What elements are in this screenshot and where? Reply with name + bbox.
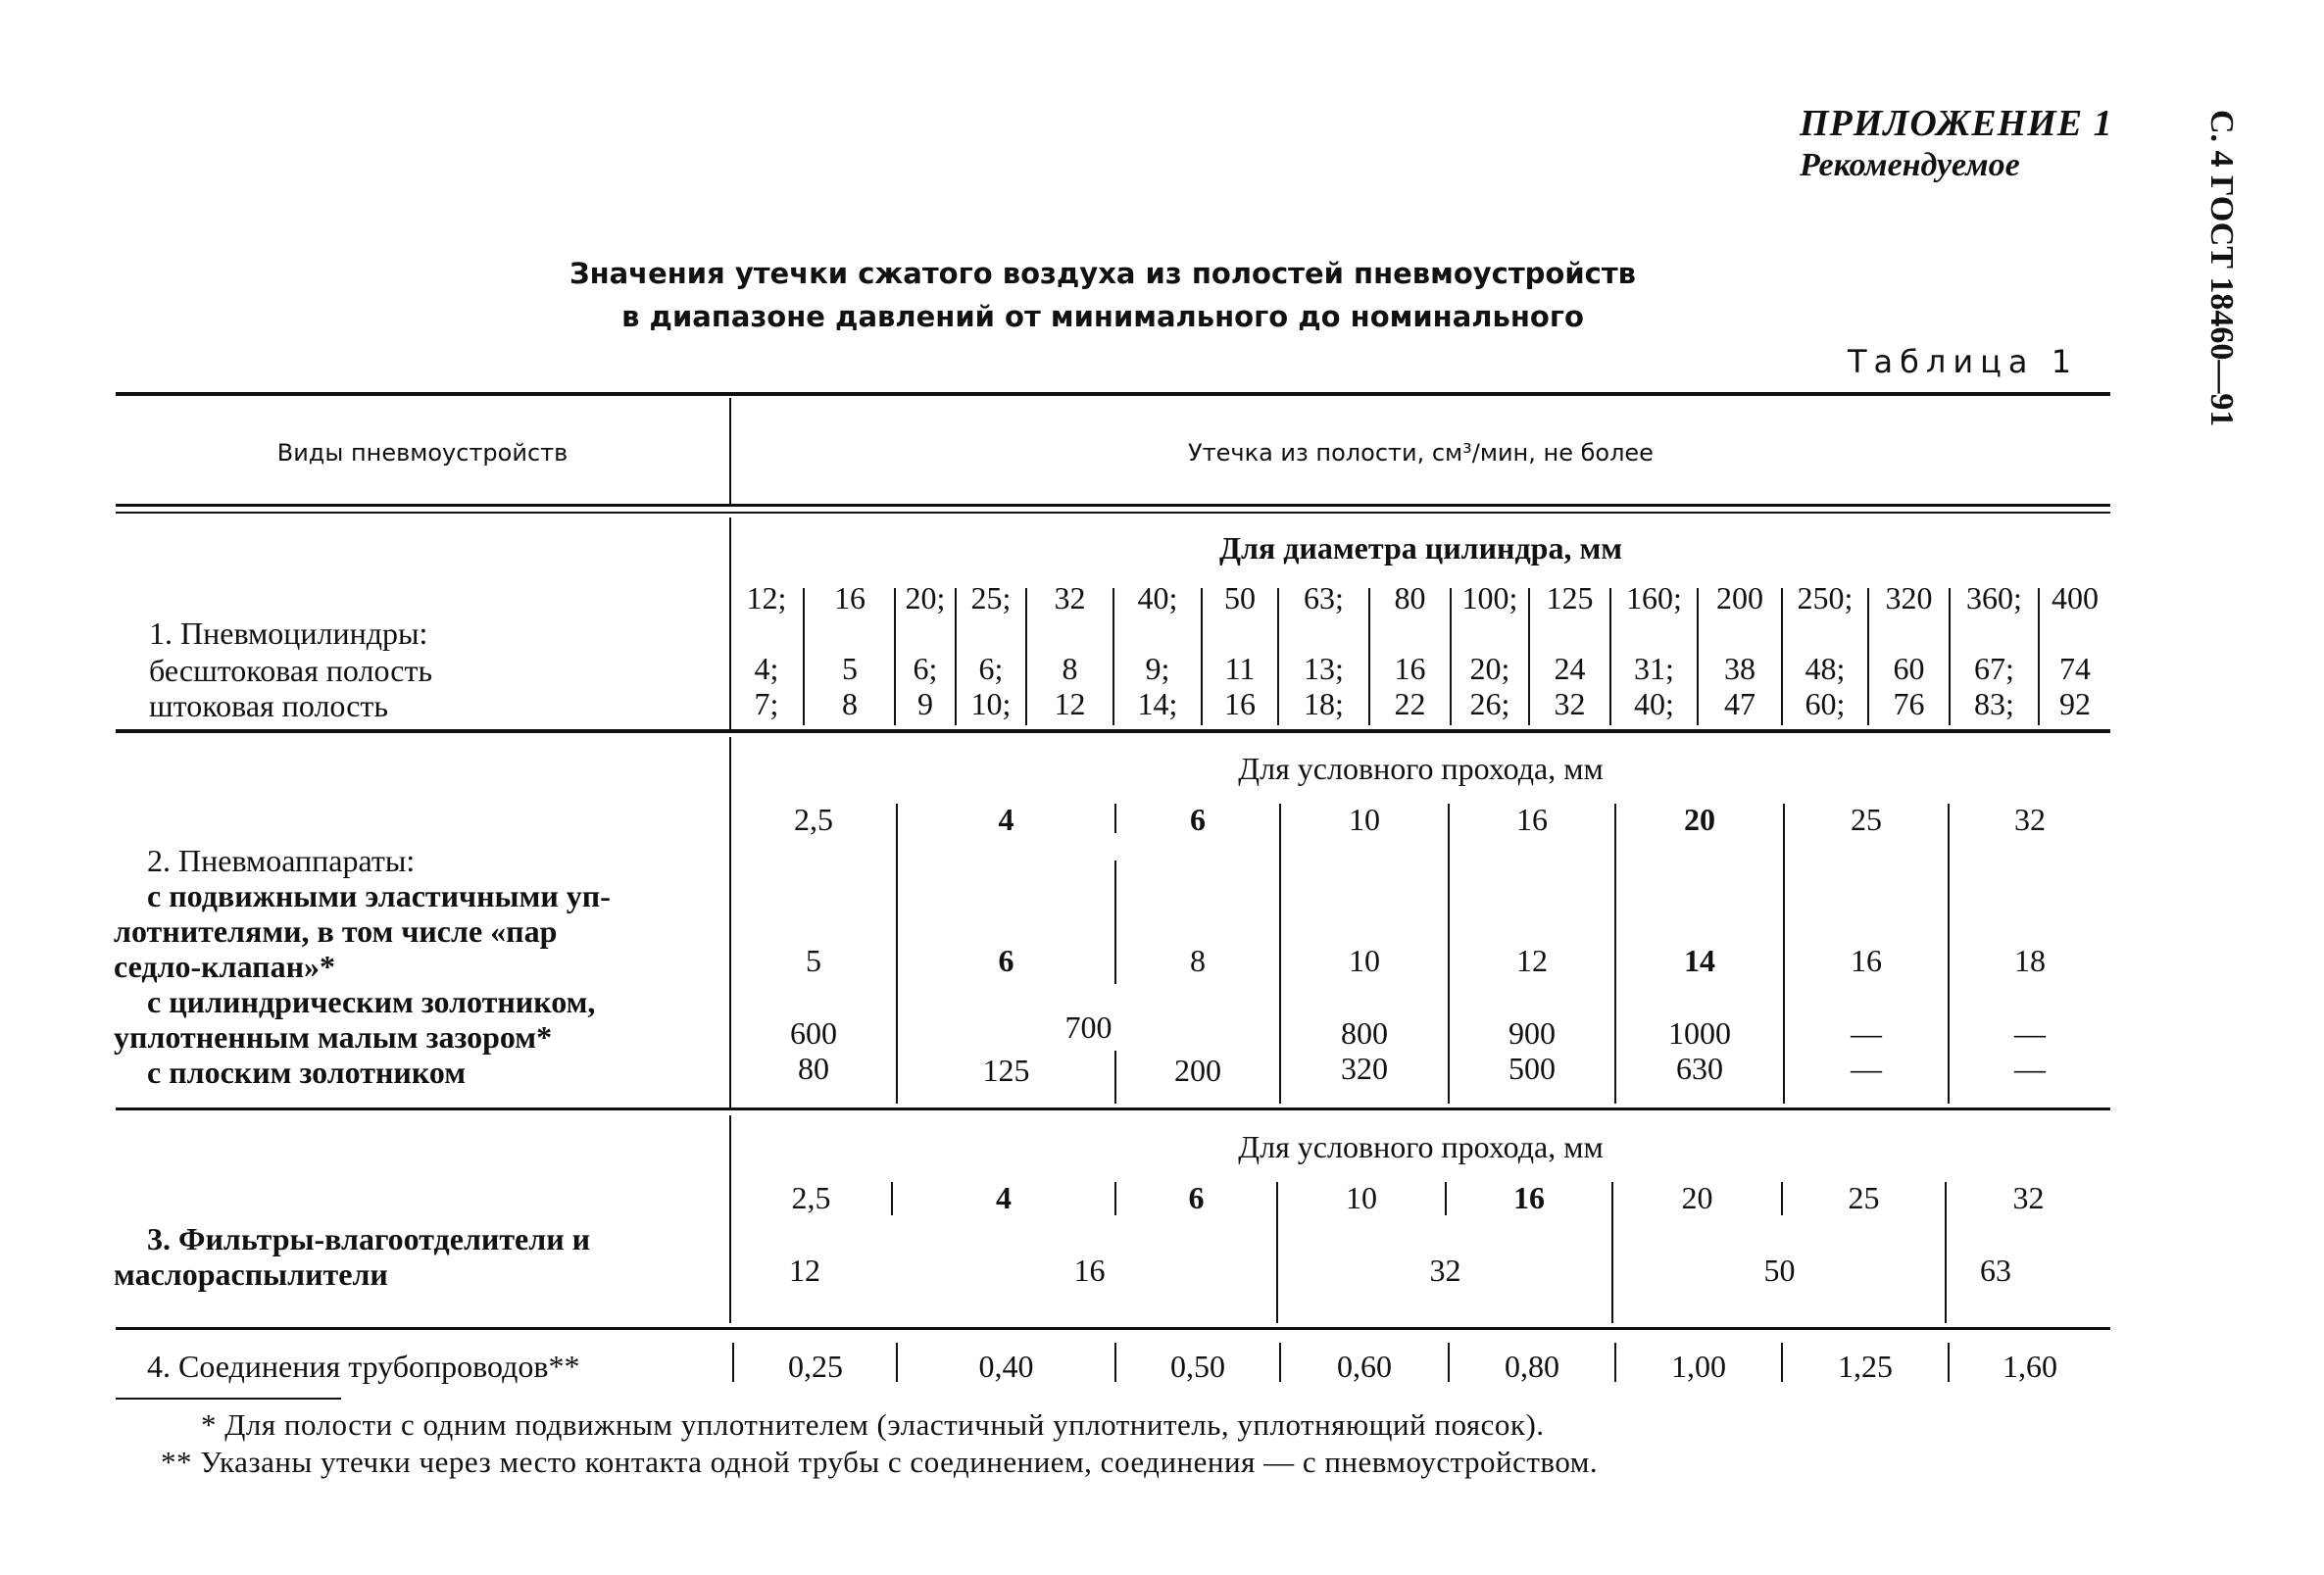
s1-label-rod: штоковая полость: [149, 688, 388, 723]
s1-subheader: Для диаметра цилиндра, мм: [1218, 530, 1623, 566]
s2-cylindrical-value: 800: [1341, 1015, 1388, 1051]
s3-label-line1: 3. Фильтры-влагоотделители и: [147, 1221, 591, 1256]
s1-rod-value: 14;: [1137, 686, 1178, 721]
s2-flat-value: 80: [798, 1051, 829, 1086]
s1-diameter: 400: [2052, 580, 2099, 615]
s1-diameter: 320: [1885, 580, 1933, 615]
table-title-line2: в диапазоне давлений от минимального до номинального: [621, 300, 1584, 333]
s2-elastic-value: 8: [1190, 943, 1206, 978]
s1-rod-value: 22: [1394, 686, 1426, 721]
s1-rodless-value: 5: [842, 651, 858, 686]
s1-rodless-value: 67;: [1974, 651, 2014, 686]
appendix-title: ПРИЛОЖЕНИЕ 1: [1800, 103, 2113, 144]
s1-diameter: 40;: [1137, 580, 1178, 615]
s1-diameter: 125: [1546, 580, 1594, 615]
s2-elastic-value: 18: [2014, 943, 2046, 978]
s1-diameter: 25;: [970, 580, 1012, 615]
s1-rod-value: 47: [1724, 686, 1755, 721]
s1-diameter: 360;: [1966, 580, 2022, 615]
s4-value: 1,00: [1671, 1349, 1726, 1384]
s2-cylindrical-value: 700: [1064, 1009, 1113, 1045]
s1-rod-value: 32: [1554, 686, 1586, 721]
s3-passage: 4: [996, 1180, 1012, 1215]
s3-value: 16: [1073, 1253, 1106, 1288]
side-code: С. 4 ГОСТ 18460—91: [2203, 110, 2240, 427]
s2-passage: 6: [1190, 802, 1206, 837]
s1-rod-value: 8: [842, 686, 858, 721]
s1-rodless-value: 20;: [1469, 651, 1510, 686]
appendix-status: Рекомендуемое: [1800, 147, 2020, 183]
footnote-1: * Для полости с одним подвижным уплотнителем (эластичный уплотнитель, уплотняющий поясок).: [201, 1407, 1545, 1442]
s3-value: 12: [789, 1253, 820, 1288]
s2-elastic-value: 6: [998, 943, 1014, 978]
s4-value: 0,50: [1170, 1349, 1225, 1384]
s1-rodless-value: 60: [1893, 651, 1925, 686]
s1-rod-value: 18;: [1304, 686, 1344, 721]
s3-label-line2: маслораспылители: [114, 1256, 388, 1292]
s3-passage: 32: [2012, 1180, 2045, 1215]
s2-flat-value: —: [1851, 1051, 1882, 1086]
s2-flat-value: 320: [1341, 1051, 1388, 1086]
s1-rod-value: 12: [1054, 686, 1086, 721]
s1-rodless-value: 8: [1062, 651, 1078, 686]
s2-passage: 4: [998, 802, 1014, 837]
footnote-2: ** Указаны утечки через место контакта одной трубы с соединением, соединения — с пневмоустройством.: [161, 1445, 1599, 1479]
s1-diameter: 200: [1716, 580, 1763, 615]
s3-passage: 25: [1848, 1180, 1880, 1215]
col-header-right: Утечка из полости, см³/мин, не более: [1188, 439, 1654, 467]
s1-diameter: 100;: [1461, 580, 1518, 615]
s2-subheader: Для условного прохода, мм: [1238, 751, 1604, 786]
s1-rodless-value: 16: [1394, 651, 1426, 686]
s2-flat-value: 200: [1174, 1053, 1221, 1088]
s2-elastic-value: 10: [1349, 943, 1380, 978]
s2-flat-value: 125: [982, 1053, 1030, 1088]
s3-passage: 6: [1188, 1180, 1205, 1215]
s2-elastic-value: 12: [1516, 943, 1548, 978]
s3-passage: 10: [1346, 1180, 1377, 1215]
s2-label-title: 2. Пневмоаппараты:: [147, 843, 416, 878]
s2-label-line6: с плоским золотником: [147, 1055, 467, 1090]
s1-rodless-value: 4;: [754, 651, 779, 686]
s2-elastic-value: 5: [806, 943, 821, 978]
s2-elastic-value: 14: [1684, 943, 1715, 978]
s4-value: 0,25: [788, 1349, 843, 1384]
s3-value: 63: [1980, 1253, 2011, 1288]
s3-passage: 16: [1513, 1180, 1545, 1215]
s1-diameter: 160;: [1626, 580, 1682, 615]
s4-value: 0,40: [978, 1349, 1034, 1384]
s4-value: 0,60: [1337, 1349, 1392, 1384]
s4-label: 4. Соединения трубопроводов**: [147, 1349, 580, 1384]
s2-elastic-value: 16: [1851, 943, 1882, 978]
s1-diameter: 250;: [1797, 580, 1854, 615]
s3-passage: 20: [1681, 1180, 1713, 1215]
s4-value: 0,80: [1505, 1349, 1559, 1384]
s1-diameter: 12;: [746, 580, 787, 615]
s1-diameter: 50: [1224, 580, 1256, 615]
s1-rodless-value: 31;: [1634, 651, 1674, 686]
s1-diameter: 20;: [905, 580, 946, 615]
s1-rod-value: 92: [2059, 686, 2091, 721]
s1-rodless-value: 9;: [1145, 651, 1170, 686]
s1-rod-value: 9: [917, 686, 933, 721]
s2-passage: 32: [2014, 802, 2046, 837]
s1-rodless-value: 6;: [913, 651, 938, 686]
s4-value: 1,60: [2003, 1349, 2057, 1384]
s2-flat-value: —: [2014, 1051, 2046, 1086]
s2-passage: 16: [1516, 802, 1548, 837]
s1-rod-value: 10;: [970, 686, 1012, 721]
s3-value: 50: [1763, 1253, 1796, 1288]
s2-flat-value: 500: [1508, 1051, 1556, 1086]
s2-cylindrical-value: —: [1851, 1015, 1882, 1051]
s1-label-rodless: бесштоковая полость: [149, 653, 433, 688]
s1-rodless-value: 48;: [1805, 651, 1846, 686]
s1-label-title: 1. Пневмоцилиндры:: [149, 615, 428, 651]
s3-passage: 2,5: [791, 1180, 831, 1215]
s1-rodless-value: 11: [1224, 651, 1256, 686]
s2-passage: 2,5: [794, 802, 833, 837]
s2-cylindrical-value: —: [2014, 1015, 2046, 1051]
col-header-left: Виды пневмоустройств: [276, 439, 569, 467]
footnote-rule: [116, 1398, 341, 1400]
s2-label-line1: с подвижными эластичными уп-: [147, 878, 611, 913]
s1-rod-value: 26;: [1469, 686, 1510, 721]
s2-passage: 25: [1851, 802, 1882, 837]
s2-label-line5: уплотненным малым зазором*: [114, 1019, 553, 1055]
s4-value: 1,25: [1838, 1349, 1893, 1384]
s1-rod-value: 83;: [1974, 686, 2014, 721]
s1-diameter: 63;: [1304, 580, 1344, 615]
s1-rod-value: 60;: [1805, 686, 1846, 721]
table-label: Таблица 1: [1848, 343, 2079, 380]
s1-diameter: 16: [834, 580, 865, 615]
s2-label-line2: лотнителями, в том числе «пар: [114, 913, 558, 949]
s1-rodless-value: 74: [2059, 651, 2091, 686]
s2-flat-value: 630: [1676, 1051, 1723, 1086]
s1-diameter: 32: [1054, 580, 1086, 615]
s2-label-line3: седло-клапан»*: [114, 949, 336, 984]
s1-rodless-value: 38: [1724, 651, 1755, 686]
s1-rodless-value: 13;: [1304, 651, 1344, 686]
s1-rod-value: 16: [1224, 686, 1256, 721]
s1-diameter: 80: [1394, 580, 1426, 615]
s2-cylindrical-value: 1000: [1668, 1015, 1731, 1051]
s1-rod-value: 76: [1893, 686, 1925, 721]
s1-rod-value: 7;: [754, 686, 779, 721]
s3-value: 32: [1429, 1253, 1461, 1288]
s1-rodless-value: 24: [1554, 651, 1586, 686]
s1-rod-value: 40;: [1634, 686, 1674, 721]
s2-passage: 10: [1349, 802, 1380, 837]
table-title-line1: Значения утечки сжатого воздуха из полостей пневмоустройств: [569, 257, 1637, 290]
s2-passage: 20: [1684, 802, 1715, 837]
s2-cylindrical-value: 600: [790, 1015, 837, 1051]
s1-rodless-value: 6;: [978, 651, 1004, 686]
s2-label-line4: с цилиндрическим золотником,: [147, 984, 596, 1019]
s2-cylindrical-value: 900: [1508, 1015, 1556, 1051]
s3-subheader: Для условного прохода, мм: [1238, 1129, 1604, 1164]
